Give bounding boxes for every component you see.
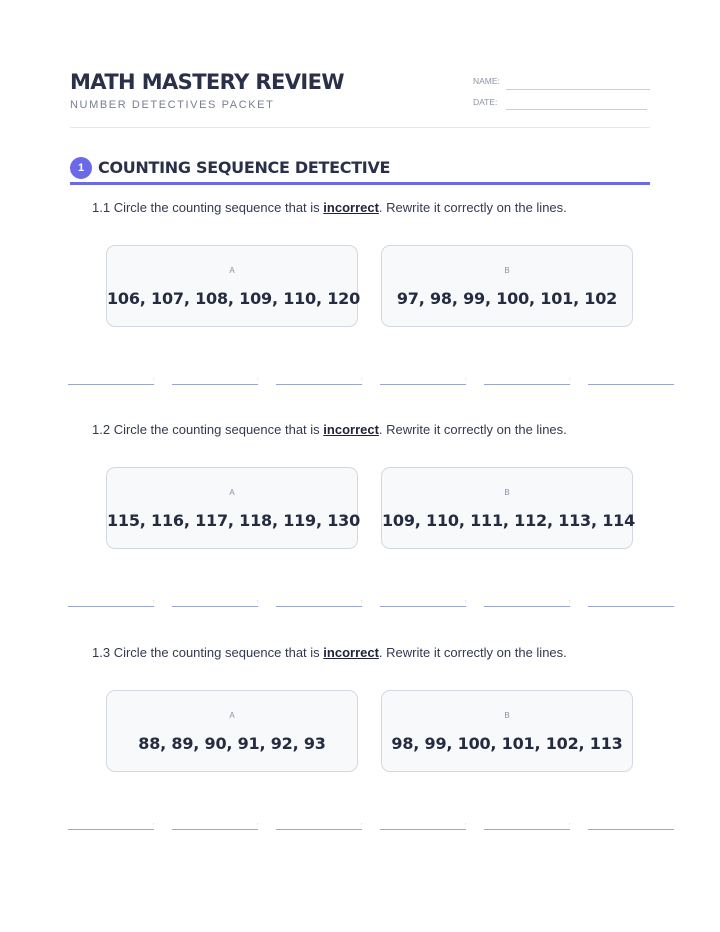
answer-blank[interactable] <box>172 606 258 607</box>
answer-blank[interactable] <box>68 606 154 607</box>
answer-comma: , <box>257 375 259 381</box>
answer-comma: , <box>465 375 467 381</box>
answer-comma: , <box>361 597 363 603</box>
answer-blank[interactable] <box>68 829 154 830</box>
prompt-text: Circle the counting sequence that is <box>113 200 324 215</box>
answer-blank[interactable] <box>484 606 570 607</box>
answer-comma: , <box>569 375 571 381</box>
answer-blank[interactable] <box>380 384 466 385</box>
answer-comma: , <box>153 375 155 381</box>
answer-comma: , <box>569 597 571 603</box>
option-letter: A <box>229 488 235 497</box>
prompt-text-end: . Rewrite it correctly on the lines. <box>378 200 567 215</box>
answer-comma: , <box>257 597 259 603</box>
section-divider <box>70 182 650 185</box>
question-number: 1.3 <box>92 645 111 660</box>
option-sequence: 106, 107, 108, 109, 110, 120 <box>107 289 361 308</box>
name-label: NAME: <box>473 76 500 86</box>
answer-blank[interactable] <box>276 829 362 830</box>
answer-blank[interactable] <box>380 606 466 607</box>
question-number: 1.1 <box>92 200 111 215</box>
answer-blank[interactable] <box>172 829 258 830</box>
header-divider <box>70 127 650 128</box>
prompt-emphasis: incorrect <box>323 645 379 660</box>
answer-blank[interactable] <box>380 829 466 830</box>
answer-blank[interactable] <box>172 384 258 385</box>
option-card-a[interactable] <box>106 690 358 772</box>
worksheet-subtitle: NUMBER DETECTIVES PACKET <box>70 99 275 111</box>
worksheet-title: MATH MASTERY REVIEW <box>70 70 344 94</box>
answer-blank[interactable] <box>588 384 674 385</box>
section-number-badge: 1 <box>70 157 92 179</box>
option-card-b[interactable] <box>381 245 633 327</box>
answer-comma: , <box>361 375 363 381</box>
answer-comma: , <box>257 820 259 826</box>
question-prompt <box>92 200 567 215</box>
answer-blank[interactable] <box>588 829 674 830</box>
option-letter: B <box>504 266 510 275</box>
option-sequence: 98, 99, 100, 101, 102, 113 <box>391 734 623 753</box>
answer-comma: , <box>569 820 571 826</box>
answer-comma: , <box>465 820 467 826</box>
option-letter: A <box>229 711 235 720</box>
option-card-a[interactable] <box>106 467 361 549</box>
prompt-text-end: . Rewrite it correctly on the lines. <box>378 422 567 437</box>
answer-comma: , <box>153 820 155 826</box>
section-title: COUNTING SEQUENCE DETECTIVE <box>98 158 391 177</box>
option-sequence: 115, 116, 117, 118, 119, 130 <box>107 511 361 530</box>
prompt-text: Circle the counting sequence that is <box>113 422 324 437</box>
answer-blank[interactable] <box>276 384 362 385</box>
answer-blank[interactable] <box>588 606 674 607</box>
option-sequence: 109, 110, 111, 112, 113, 114 <box>382 511 636 530</box>
question-number: 1.2 <box>92 422 111 437</box>
question-prompt <box>92 645 567 660</box>
answer-comma: , <box>153 597 155 603</box>
option-card-a[interactable] <box>106 245 361 327</box>
date-field[interactable] <box>506 109 647 110</box>
option-letter: B <box>504 711 510 720</box>
answer-comma: , <box>465 597 467 603</box>
answer-blank[interactable] <box>484 384 570 385</box>
option-sequence: 88, 89, 90, 91, 92, 93 <box>138 734 326 753</box>
option-sequence: 97, 98, 99, 100, 101, 102 <box>396 289 618 308</box>
prompt-emphasis: incorrect <box>323 422 379 437</box>
date-label: DATE: <box>473 97 498 107</box>
answer-comma: , <box>361 820 363 826</box>
option-letter: A <box>229 266 235 275</box>
option-card-b[interactable] <box>381 467 636 549</box>
prompt-text-end: . Rewrite it correctly on the lines. <box>378 645 567 660</box>
answer-blank[interactable] <box>276 606 362 607</box>
option-letter: B <box>504 488 510 497</box>
name-field[interactable] <box>506 89 650 90</box>
answer-blank[interactable] <box>484 829 570 830</box>
answer-blank[interactable] <box>68 384 154 385</box>
prompt-text: Circle the counting sequence that is <box>113 645 324 660</box>
question-prompt <box>92 422 567 437</box>
prompt-emphasis: incorrect <box>323 200 379 215</box>
option-card-b[interactable] <box>381 690 633 772</box>
